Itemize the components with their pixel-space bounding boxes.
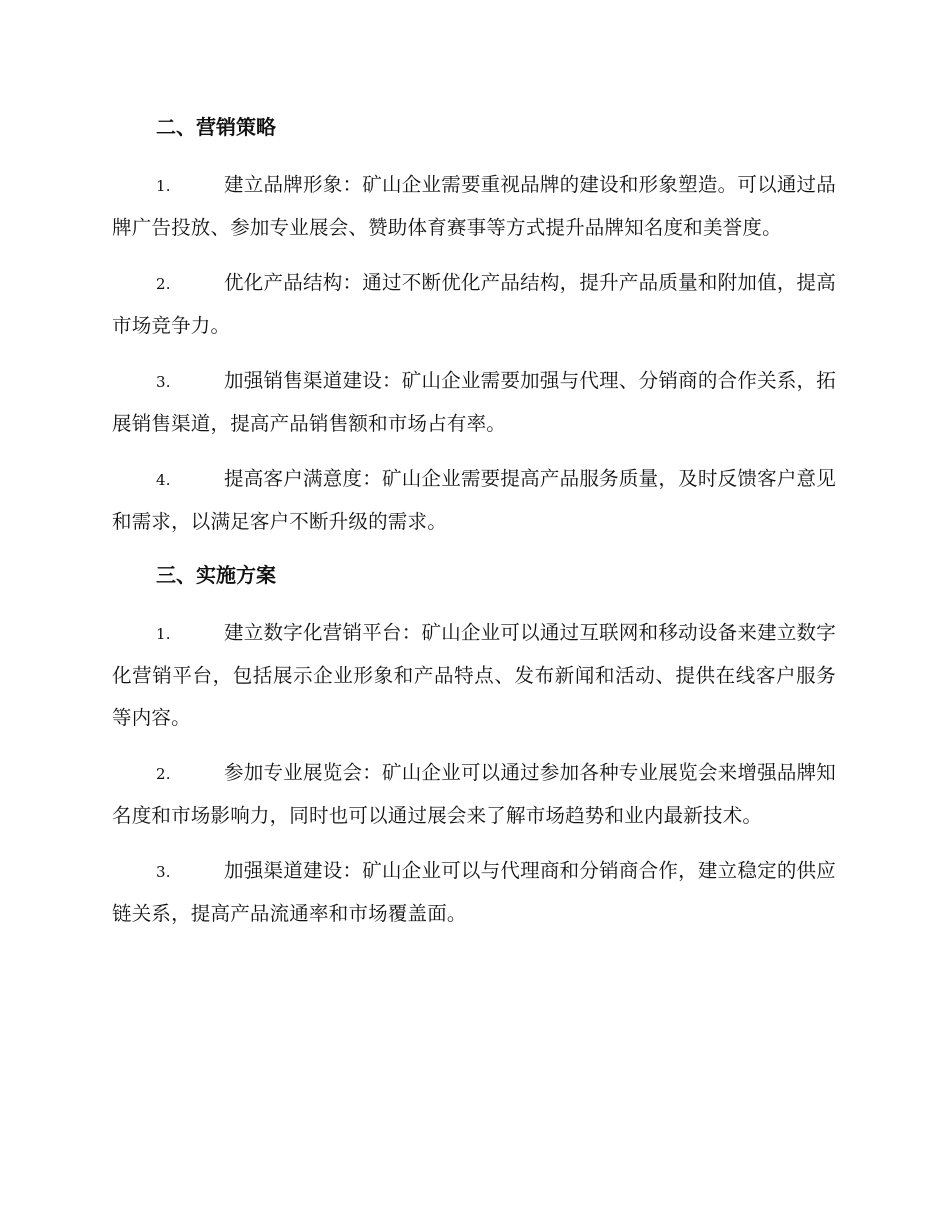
section-title: 三、实施方案: [156, 563, 276, 587]
item-text: 提高客户满意度：矿山企业需要提高产品服务质量，及时反馈客户意见和需求，以满足客户不断升级的需求。: [112, 467, 836, 533]
list-item: [112, 458, 836, 543]
item-number: 1.: [156, 177, 171, 195]
item-number: 3.: [156, 373, 171, 391]
item-text: 建立数字化营销平台：矿山企业可以通过互联网和移动设备来建立数字化营销平台，包括展示企业形象和产品特点、发布新闻和活动、提供在线客户服务等内容。: [112, 621, 836, 729]
list-item: [112, 752, 836, 837]
item-text: 优化产品结构：通过不断优化产品结构，提升产品质量和附加值，提高市场竞争力。: [112, 271, 836, 337]
list-item: [112, 850, 836, 935]
item-text: 加强销售渠道建设：矿山企业需要加强与代理、分销商的合作关系，拓展销售渠道，提高产品销售额和市场占有率。: [112, 369, 836, 435]
item-number: 4.: [156, 471, 171, 489]
section-implementation-plan: [112, 556, 836, 935]
list-item: [112, 262, 836, 347]
list-item: [112, 360, 836, 445]
item-number: 2.: [156, 765, 171, 783]
item-number: 2.: [156, 275, 171, 293]
item-text: 加强渠道建设：矿山企业可以与代理商和分销商合作，建立稳定的供应链关系，提高产品流通率和市场覆盖面。: [112, 859, 836, 925]
section-title: 二、营销策略: [156, 115, 276, 139]
item-text: 建立品牌形象：矿山企业需要重视品牌的建设和形象塑造。可以通过品牌广告投放、参加专业展会、赞助体育赛事等方式提升品牌知名度和美誉度。: [112, 173, 836, 239]
list-item: [112, 612, 836, 739]
item-number: 1.: [156, 625, 171, 643]
item-number: 3.: [156, 863, 171, 881]
list-item: [112, 164, 836, 249]
item-text: 参加专业展览会：矿山企业可以通过参加各种专业展览会来增强品牌知名度和市场影响力，同时也可以通过展会来了解市场趋势和业内最新技术。: [112, 761, 836, 827]
document-body: [112, 108, 836, 948]
section-marketing-strategy: [112, 108, 836, 543]
